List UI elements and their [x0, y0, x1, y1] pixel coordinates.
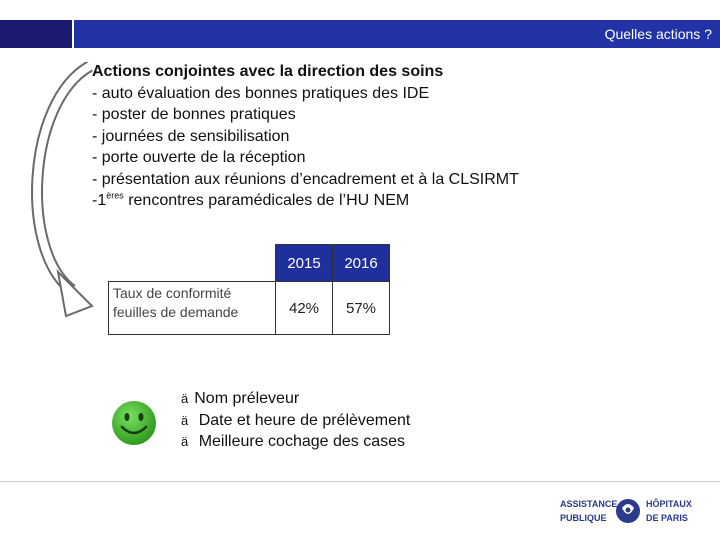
- action-item-rest: rencontres paramédicales de l’HU NEM: [123, 192, 410, 209]
- arrow-up-right-icon: ä: [181, 412, 189, 428]
- actions-list: [92, 61, 519, 212]
- curved-arrow-icon: [20, 62, 100, 322]
- smiley-icon: [110, 399, 158, 447]
- action-item-last: [92, 190, 519, 212]
- table-cell: 57%: [333, 282, 390, 335]
- header-bar: [74, 20, 720, 48]
- table-corner: [109, 245, 276, 282]
- logo-text: ASSISTANCE: [560, 499, 618, 509]
- action-item-sup: ères: [106, 190, 124, 201]
- arrow-up-right-icon: ä: [181, 434, 189, 449]
- page-title: Quelles actions ?: [604, 26, 712, 42]
- action-item: - présentation aux réunions d’encadrement et à la CLSIRMT: [92, 170, 519, 188]
- footer-divider: [0, 481, 720, 482]
- improvement-item: ä Nom préleveur: [181, 390, 300, 407]
- logo-text: PUBLIQUE: [560, 513, 607, 523]
- logo-text: HÔPITAUX: [646, 499, 692, 509]
- action-item: - porte ouverte de la réception: [92, 149, 306, 166]
- action-item: - journées de sensibilisation: [92, 127, 290, 145]
- actions-heading: Actions conjointes avec la direction des soins: [92, 63, 444, 80]
- action-item: - auto évaluation des bonnes pratiques des IDE: [92, 84, 430, 102]
- aphp-logo: [560, 494, 700, 530]
- improvement-item: ä Meilleure cochage des cases: [181, 433, 406, 450]
- table-cell: 42%: [276, 282, 333, 335]
- action-item: - poster de bonnes pratiques: [92, 106, 296, 123]
- logo-text: DE PARIS: [646, 513, 688, 523]
- year-header: 2016: [333, 245, 390, 282]
- header-accent: [0, 20, 72, 48]
- improvement-item: ä Date et heure de prélèvement: [181, 411, 411, 429]
- year-header: 2015: [276, 245, 333, 282]
- action-item-prefix: -1: [92, 192, 107, 209]
- conformity-table: [108, 244, 390, 335]
- improvements-list: [181, 388, 410, 453]
- arrow-up-right-icon: ä: [181, 391, 189, 406]
- row-label: Taux de conformité feuilles de demande: [109, 282, 276, 335]
